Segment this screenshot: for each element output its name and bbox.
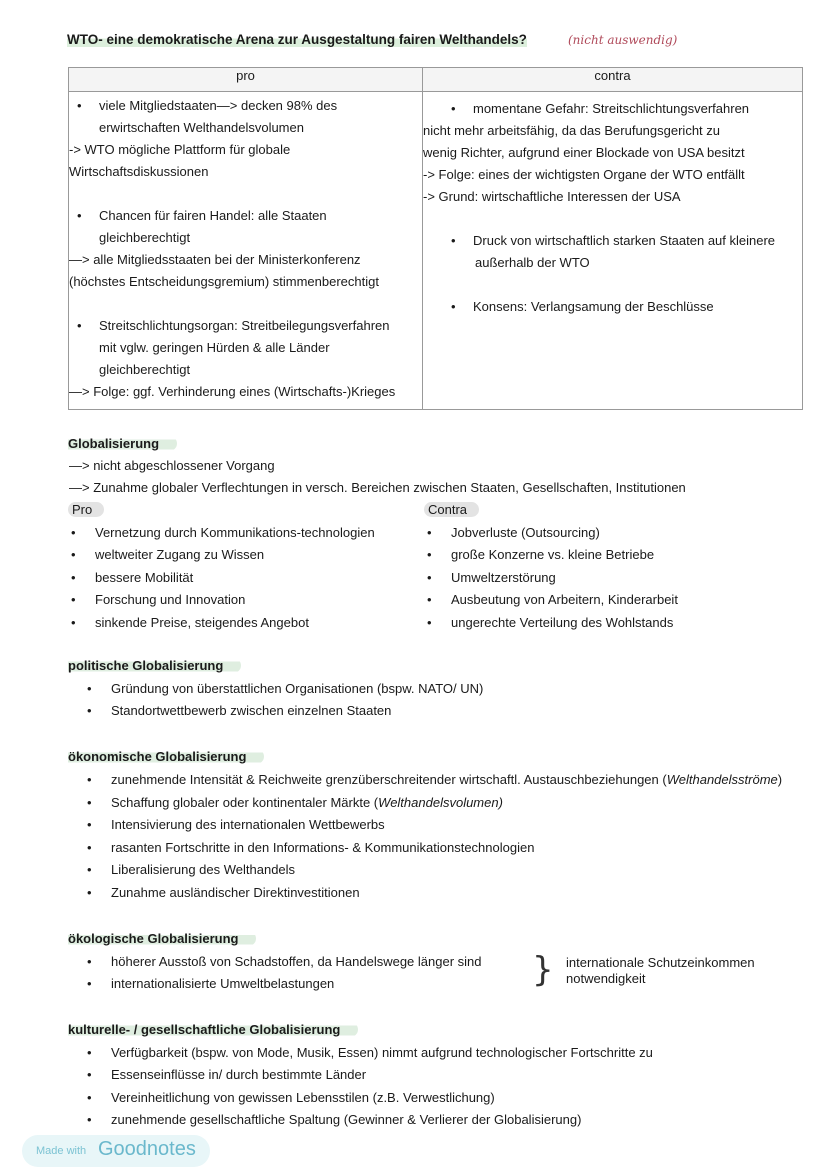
badge-logo: Goodnotes — [98, 1138, 196, 1160]
pro-line: —> Folge: ggf. Verhinderung eines (Wirtschafts-)Krieges — [69, 384, 396, 399]
header-pro: pro — [69, 68, 423, 92]
ecological-item: • höherer Ausstoß von Schadstoffen, da Handelswege länger sind — [111, 954, 482, 969]
pro-line: (höchstes Entscheidungsgremium) stimmenberechtigt — [69, 274, 379, 289]
contra-item: • ungerechte Verteilung des Wohlstands — [451, 615, 673, 630]
brace-icon: } — [532, 950, 554, 990]
pro-line — [69, 293, 422, 315]
ecological-item: • internationalisierte Umweltbelastungen — [111, 976, 334, 991]
pro-item: • bessere Mobilität — [95, 570, 193, 585]
item-text: zunehmende Intensität & Reichweite grenzüberschreitender wirtschaftl. Austauschbeziehungen ( — [111, 772, 667, 787]
contra-line — [423, 208, 802, 230]
item-text: rasanten Fortschritte in den Informations- & Kommunikationstechnologien — [111, 839, 535, 855]
contra-line: -> Grund: wirtschaftliche Interessen der USA — [423, 189, 681, 204]
economic-item — [111, 885, 360, 900]
item-text: Intensivierung des internationalen Wettbewerbs — [111, 817, 385, 833]
pro-line — [69, 183, 422, 205]
contra-line: • Konsens: Verlangsamung der Beschlüsse — [443, 296, 802, 318]
pro-line: —> alle Mitgliedsstaaten bei der Ministerkonferenz — [69, 252, 361, 267]
cultural-item: • Essenseinflüsse in/ durch bestimmte Länder — [111, 1067, 366, 1082]
pro-item: • Vernetzung durch Kommunikations-technologien — [95, 525, 375, 540]
pro-line: -> WTO mögliche Plattform für globale — [69, 142, 291, 157]
pro-line: • Streitschlichtungsorgan: Streitbeilegungsverfahren — [69, 315, 422, 337]
goodnotes-badge — [22, 1135, 210, 1167]
cultural-item: • Vereinheitlichung von gewissen Lebensstilen (z.B. Verwestlichung) — [111, 1090, 495, 1105]
pro-line: • Chancen für fairen Handel: alle Staaten — [69, 205, 422, 227]
pro-item: • Forschung und Innovation — [95, 592, 245, 607]
handwritten-note: (nicht auswendig) — [568, 33, 678, 47]
contra-item: • Umweltzerstörung — [451, 570, 556, 585]
item-text: Zunahme ausländischer Direktinvestitionen — [111, 885, 360, 900]
contra-item: • große Konzerne vs. kleine Betriebe — [451, 547, 654, 562]
pro-label: Pro — [68, 502, 104, 517]
contra-line: -> Folge: eines der wichtigsten Organe der WTO entfällt — [423, 167, 745, 182]
glob-line: —> nicht abgeschlossener Vorgang — [69, 458, 275, 473]
economic-item — [111, 840, 534, 855]
pro-line: gleichberechtigt — [99, 362, 191, 377]
pro-line: mit vglw. geringen Hürden & alle Länder — [99, 340, 330, 355]
note-line: internationale Schutzeinkommen — [566, 955, 755, 970]
cultural-item: • Verfügbarkeit (bspw. von Mode, Musik, Essen) nimmt aufgrund technologischer Fortschritte zu — [111, 1045, 653, 1060]
item-text: Liberalisierung des Welthandels — [111, 862, 296, 878]
page-title: WTO- eine demokratische Arena zur Ausgestaltung fairen Welthandels? — [67, 32, 527, 47]
pro-line: Wirtschaftsdiskussionen — [69, 164, 209, 179]
contra-line: wenig Richter, aufgrund einer Blockade von USA besitzt — [423, 145, 745, 160]
economic-item — [111, 862, 295, 877]
glob-line: —> Zunahme globaler Verflechtungen in versch. Bereichen zwischen Staaten, Gesellschaften, Institutionen — [69, 480, 686, 495]
pro-line: gleichberechtigt — [99, 230, 191, 245]
note-line: notwendigkeit — [566, 971, 646, 986]
economic-item — [111, 817, 385, 832]
economic-item — [111, 795, 503, 810]
item-end: ) — [777, 772, 783, 787]
contra-line: außerhalb der WTO — [475, 255, 590, 270]
item-text: Schaffung globaler oder kontinentaler Märkte ( — [111, 794, 379, 810]
pro-line: • viele Mitgliedstaaten—> decken 98% des — [69, 95, 422, 117]
heading-kulturelle: kulturelle- / gesellschaftliche Globalisierung — [68, 1022, 358, 1037]
cultural-item: • zunehmende gesellschaftliche Spaltung (Gewinner & Verlierer der Globalisierung) — [111, 1112, 581, 1127]
badge-made-with: Made with — [36, 1145, 87, 1157]
economic-item — [111, 772, 782, 787]
pro-cell — [69, 92, 422, 403]
pro-item: • weltweiter Zugang zu Wissen — [95, 547, 264, 562]
contra-item: • Ausbeutung von Arbeitern, Kinderarbeit — [451, 592, 678, 607]
item-italic: Welthandelsvolumen) — [378, 794, 503, 810]
political-item: • Gründung von überstattlichen Organisationen (bspw. NATO/ UN) — [111, 681, 483, 696]
pro-line: erwirtschaften Welthandelsvolumen — [99, 120, 304, 135]
pro-item: • sinkende Preise, steigendes Angebot — [95, 615, 309, 630]
heading-globalisierung: Globalisierung — [68, 436, 177, 451]
heading-politische: politische Globalisierung — [68, 658, 241, 673]
contra-line: nicht mehr arbeitsfähig, da das Berufungsgericht zu — [423, 123, 721, 138]
contra-line — [423, 274, 802, 296]
contra-item: • Jobverluste (Outsourcing) — [451, 525, 600, 540]
pro-contra-table — [68, 67, 803, 410]
contra-cell — [423, 92, 802, 318]
heading-oekologische: ökologische Globalisierung — [68, 931, 256, 946]
header-contra: contra — [423, 68, 803, 92]
contra-label: Contra — [424, 502, 479, 517]
item-italic: Welthandelsströme — [666, 772, 778, 787]
contra-line: • Druck von wirtschaftlich starken Staaten auf kleinere — [443, 230, 802, 252]
political-item: • Standortwettbewerb zwischen einzelnen Staaten — [111, 703, 391, 718]
contra-line: • momentane Gefahr: Streitschlichtungsverfahren — [443, 98, 802, 120]
heading-oekonomische: ökonomische Globalisierung — [68, 749, 264, 764]
